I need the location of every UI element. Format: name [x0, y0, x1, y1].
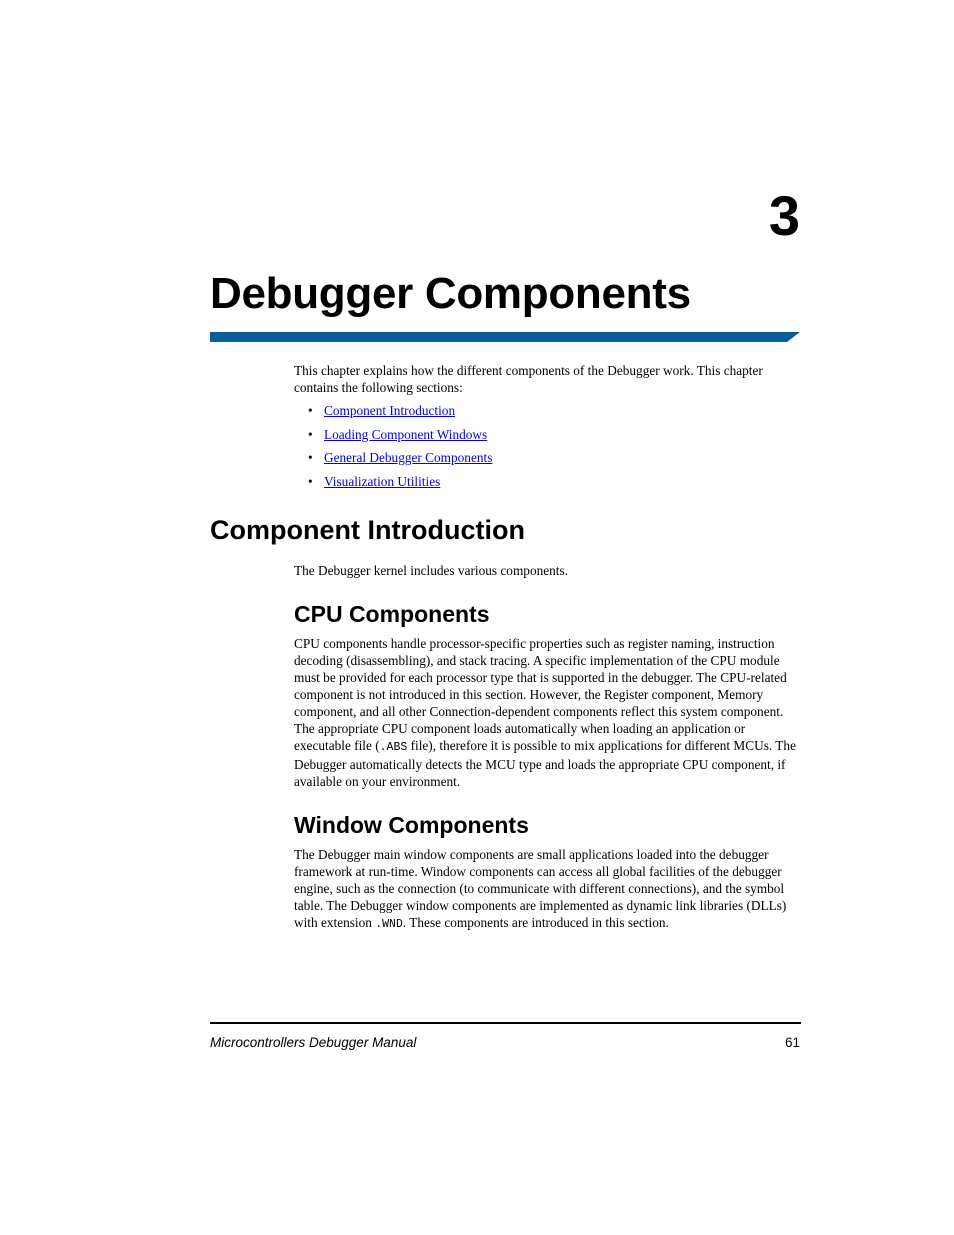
intro-paragraph: This chapter explains how the different components of the Debugger work. This chapter contains the following sections:: [294, 363, 763, 395]
cpu-components-paragraph: [294, 635, 800, 790]
list-item: [308, 426, 492, 450]
component-introduction-paragraph: The Debugger kernel includes various components.: [294, 563, 568, 578]
section-heading-window-components: Window Components: [294, 812, 529, 838]
window-components-paragraph: [294, 846, 800, 933]
chapter-title: Debugger Components: [210, 269, 691, 318]
cpu-text-part-1: CPU components handle processor-specific properties such as register naming, instruction decoding (disassembling), and stack tracing. A specific implementation of the CPU module must be provided for each processor type that is supported in the debugger. The CPU-related component is not introduced in this section. However, the Register component, Memory component, and all other Connection-dependent components reflect this system component. The appropriate CPU component loads automatically when loading an application or executable file (: [294, 636, 787, 753]
section-heading-cpu-components: CPU Components: [294, 601, 490, 627]
bullet-icon: •: [308, 403, 313, 418]
link-component-introduction[interactable]: Component Introduction: [324, 403, 456, 418]
bullet-icon: •: [308, 426, 313, 442]
list-item: [308, 449, 492, 473]
bullet-icon: •: [308, 473, 313, 489]
bullet-icon: •: [308, 450, 313, 465]
footer-page-number: 61: [784, 1035, 800, 1050]
footer-rule: [210, 1022, 801, 1024]
window-text-part-1: The Debugger main window components are small applications loaded into the debugger framework at run-time. Window components can access all global facilities of the debugger engine, such as the connection (to communicate with different connections), and the symbol table. The Debugger window components are implemented as dynamic link libraries (DLLs) with extension: [294, 847, 787, 930]
list-item: [308, 473, 492, 497]
cpu-text-part-2: file), therefore it is possible to mix applications for different MCUs. The Debugger automatically detects the MCU type and loads the appropriate CPU component, if available on your environment.: [294, 738, 796, 789]
section-list: [308, 402, 492, 496]
wnd-extension-code: .WND: [375, 918, 403, 931]
footer-manual-title: Microcontrollers Debugger Manual: [210, 1035, 417, 1050]
list-item: [308, 402, 492, 426]
link-general-debugger-components[interactable]: General Debugger Components: [324, 450, 493, 465]
link-visualization-utilities[interactable]: Visualization Utilities: [324, 473, 441, 489]
chapter-number: 3: [768, 184, 800, 247]
link-loading-component-windows[interactable]: Loading Component Windows: [324, 426, 488, 442]
title-rule: [210, 332, 800, 342]
abs-extension-code: .ABS: [379, 741, 408, 754]
window-text-part-2: . These components are introduced in this section.: [402, 915, 669, 930]
section-heading-component-introduction: Component Introduction: [210, 515, 525, 545]
